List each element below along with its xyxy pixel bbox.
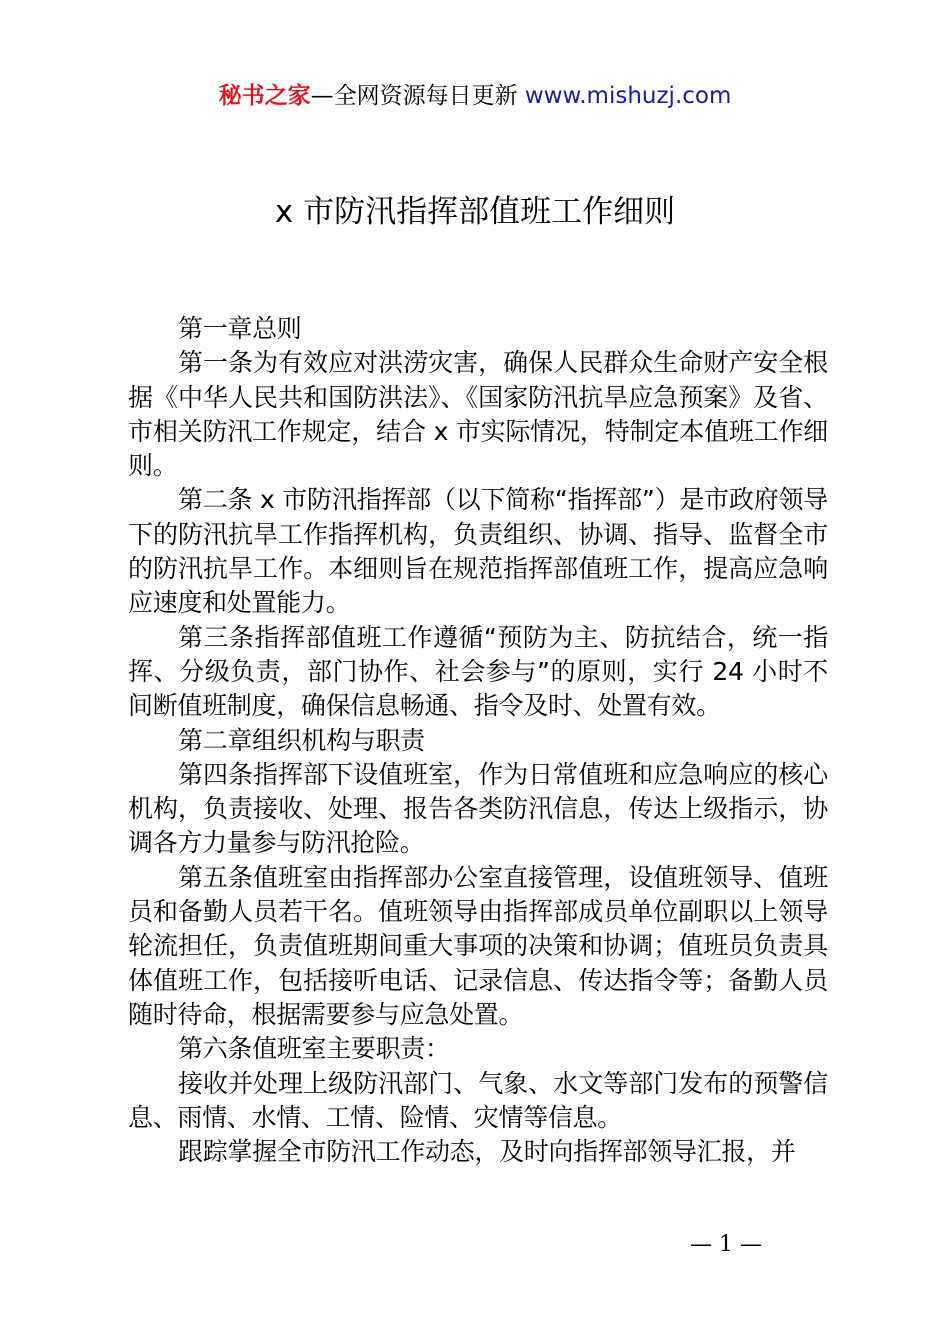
article-paragraph: 跟踪掌握全市防汛工作动态，及时向指挥部领导汇报，并 xyxy=(178,1137,796,1167)
article-paragraph: 第六条值班室主要职责： xyxy=(178,1034,450,1064)
page-number: — 1 — xyxy=(690,1232,762,1257)
article-paragraph: 第一条为有效应对洪涝灾害，确保人民群众生命财产安全根据《中华人民共和国防洪法》、《国家防汛抗旱应急预案》及省、市相关防汛工作规定，结合 x 市实际情况，特制定本值班工作细则。 xyxy=(128,348,828,481)
site-url[interactable]: www.mishuzj.com xyxy=(524,83,732,109)
article-paragraph: 第五条值班室由指挥部办公室直接管理，设值班领导、值班员和备勤人员若干名。值班领导由指挥部成员单位副职以上领导轮流担任，负责值班期间重大事项的决策和协调；值班员负责具体值班工作，包括接听电话、记录信息、传达指令等；备勤人员随时待命，根据需要参与应急处置。 xyxy=(128,862,828,1029)
article-paragraph: 第二条 x 市防汛指挥部（以下简称“指挥部”）是市政府领导下的防汛抗旱工作指挥机构，负责组织、协调、指导、监督全市的防汛抗旱工作。本细则旨在规范指挥部值班工作，提高应急响应速度和处置能力。 xyxy=(128,485,828,618)
chapter-heading: 第一章总则 xyxy=(178,314,302,343)
site-brand: 秘书之家 xyxy=(218,83,311,109)
site-slogan: —全网资源每日更新 xyxy=(310,83,525,109)
article-paragraph: 第四条指挥部下设值班室，作为日常值班和应急响应的核心机构，负责接收、处理、报告各类防汛信息，传达上级指示，协调各方力量参与防汛抢险。 xyxy=(128,759,828,858)
document-body xyxy=(128,312,828,1169)
site-header xyxy=(0,80,950,112)
article-paragraph: 第三条指挥部值班工作遵循“预防为主、防抗结合，统一指挥、分级负责，部门协作、社会参与”的原则，实行 24 小时不间断值班制度，确保信息畅通、指令及时、处置有效。 xyxy=(128,622,828,721)
chapter-heading: 第二章组织机构与职责 xyxy=(178,725,426,755)
document-title: x 市防汛指挥部值班工作细则 xyxy=(274,194,676,230)
article-paragraph: 接收并处理上级防汛部门、气象、水文等部门发布的预警信息、雨情、水情、工情、险情、灾情等信息。 xyxy=(128,1068,828,1132)
